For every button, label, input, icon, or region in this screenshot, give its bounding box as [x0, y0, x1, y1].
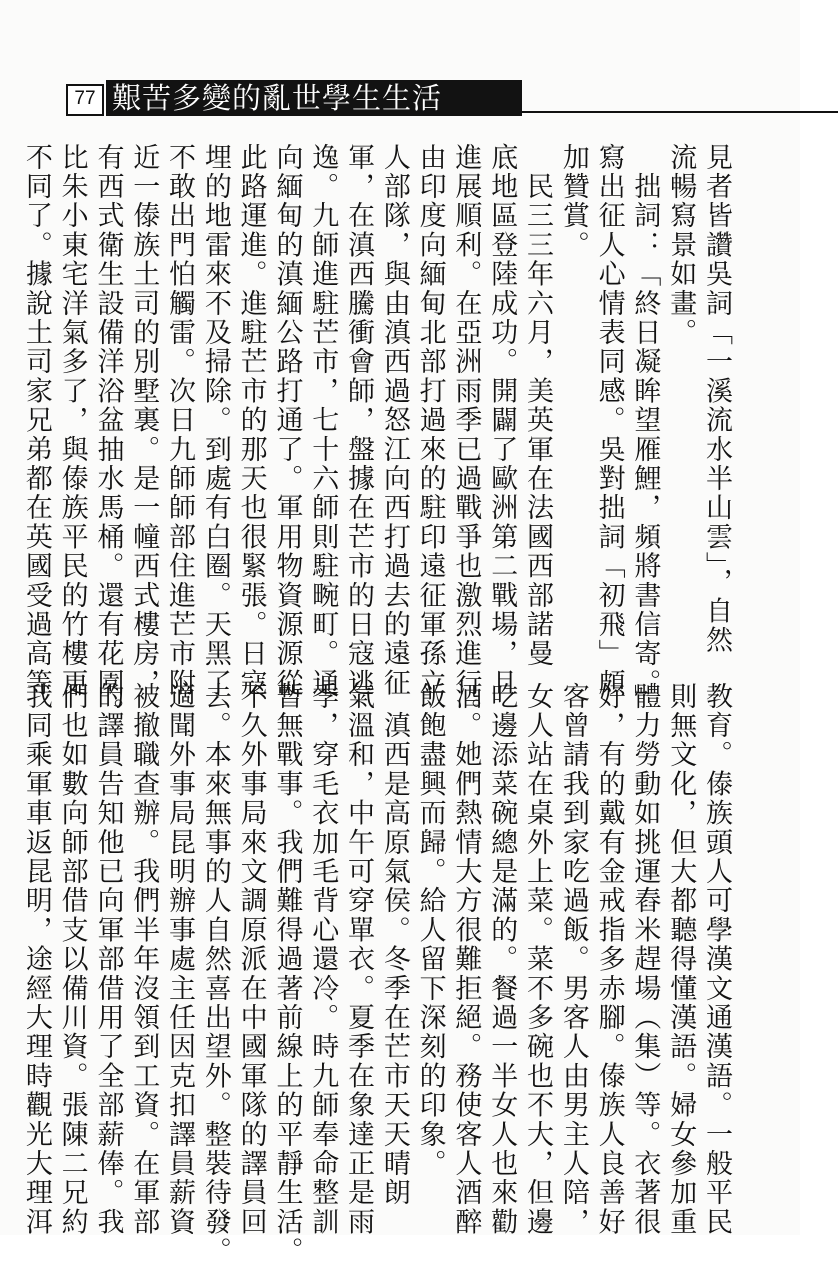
- text-column: 滇西是高原氣侯。冬季在芒市天天晴朗: [378, 682, 410, 1208]
- text-column: 不敢出門怕觸雷。次日九師師部住進芒市附: [164, 143, 196, 698]
- text-column: 我同乘軍車返昆明，途經大理時觀光大理洱: [20, 682, 52, 1237]
- text-column: 被撤職查辦。我們半年沒領到工資。在軍部: [128, 682, 160, 1237]
- text-column: 們也如數向師部借支以備川資。張陳二兄約: [56, 682, 88, 1237]
- text-column: 有西式衛生設備洋浴盆抽水馬桶。還有花園。: [92, 143, 124, 727]
- text-column: 季，穿毛衣加毛背心還冷。時九師奉命整訓: [307, 682, 339, 1237]
- text-column: 不久外事局來文調原派在中國軍隊的譯員回: [235, 682, 267, 1237]
- lower-text-block: [20, 682, 734, 1266]
- text-column: 由印度向緬甸北部打過來的駐印遠征軍孫立: [414, 143, 446, 698]
- text-column: 則無文化，但大都聽得懂漢語。婦女參加重: [665, 682, 697, 1237]
- text-column: 流暢寫景如畫。: [665, 143, 697, 348]
- text-column: 飯飽盡興而歸。給人留下深刻的印象。: [414, 682, 446, 1179]
- text-column: 向緬甸的滇緬公路打通了。軍用物資源源從: [271, 143, 303, 698]
- text-column: 逸。九師進駐芒市，七十六師則駐畹町。通: [307, 143, 339, 698]
- text-column: 不同了。據說土司家兄弟都在英國受過高等: [20, 143, 52, 698]
- text-column: 人部隊，與由滇西過怒江向西打過去的遠征: [378, 143, 410, 698]
- text-column: 民三三年六月，美英軍在法國西部諾曼: [522, 143, 554, 669]
- page-header: [66, 78, 771, 120]
- text-column: 見者皆讚吳詞「一溪流水半山雲」，自然: [701, 143, 732, 656]
- text-column: 體力勞動如挑運舂米趕場（集）等。衣著很: [629, 682, 661, 1237]
- text-column: 適聞外事局昆明辦事處主任因克扣譯員薪資: [164, 682, 196, 1237]
- page-number: 77: [66, 84, 104, 116]
- text-column: 比朱小東宅洋氣多了，與傣族平民的竹樓更: [56, 143, 88, 698]
- text-column: 拙詞：「終日凝眸望雁鯉，頻將書信寄。」: [629, 143, 661, 714]
- text-column: 女人站在桌外上菜。菜不多碗也不大，但邊: [522, 682, 554, 1237]
- text-column: 寫出征人心情表同感。吳對拙詞「初飛」頗: [593, 143, 625, 698]
- text-column: 客曾請我到家吃過飯。男客人由男主人陪，: [557, 682, 589, 1237]
- text-column: 的譯員告知他已向軍部借用了全部薪俸。我: [92, 682, 124, 1237]
- upper-text-block: [20, 143, 734, 727]
- text-column: 底地區登陸成功。開闢了歐洲第二戰場，且: [486, 143, 518, 698]
- text-column: 好，有的戴有金戒指多赤腳。傣族人良善好: [593, 682, 625, 1237]
- text-column: 軍，在滇西騰衝會師，盤據在芒市的日寇逃: [343, 143, 375, 698]
- header-rule: [522, 111, 838, 113]
- text-column: 進展順利。在亞洲雨季已過戰爭也激烈進行。: [450, 143, 482, 727]
- text-column: 教育。傣族頭人可學漢文通漢語。一般平民: [701, 682, 732, 1237]
- text-column: 此路運進。進駐芒市的那天也很緊張。日寇: [235, 143, 267, 698]
- text-column: 加贊賞。: [557, 143, 589, 260]
- text-column: 去。本來無事的人自然喜出望外。整裝待發。: [199, 682, 231, 1266]
- text-column: 暫無戰事。我們難得過著前線上的平靜生活。: [271, 682, 303, 1266]
- text-column: 吃邊添菜碗總是滿的。餐過一半女人也來勸: [486, 682, 518, 1237]
- text-column: 酒。她們熱情大方很難拒絕。務使客人酒醉: [450, 682, 482, 1237]
- text-column: 近一傣族土司的別墅裏。是一幢西式樓房，: [128, 143, 160, 698]
- text-column: 氣溫和，中午可穿單衣。夏季在象達正是雨: [343, 682, 375, 1237]
- text-column: 埋的地雷來不及掃除。到處有白圈。天黑了: [199, 143, 231, 698]
- chapter-title: 艱苦多變的亂世學生生活: [106, 80, 522, 116]
